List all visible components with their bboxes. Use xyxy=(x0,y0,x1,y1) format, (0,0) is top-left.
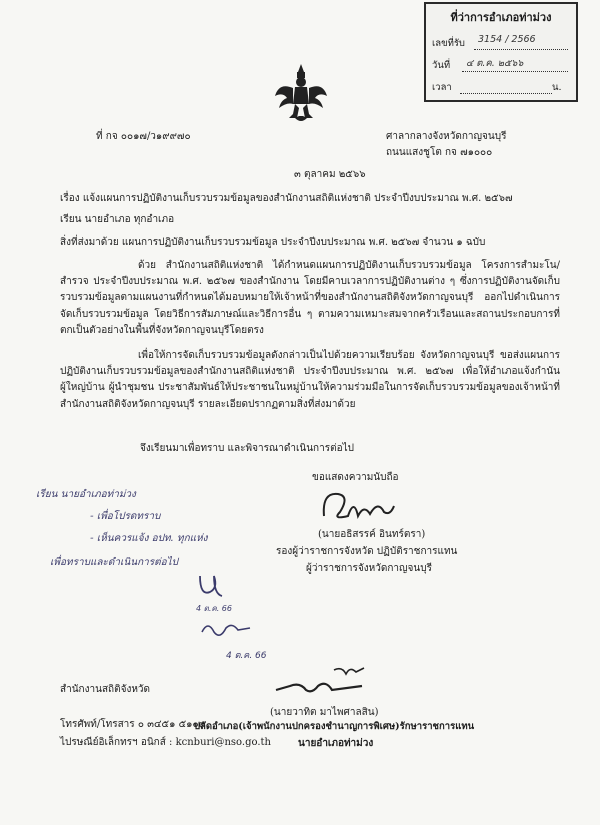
office-address-line2: ถนนแสงชูโต กจ ๗๑๐๐๐ xyxy=(386,147,493,158)
stamp-received-no-value: 3154 / 2566 xyxy=(478,34,536,45)
district-officer-position-line1: ปลัดอำเภอ(เจ้าพนักงานปกครองชำนาญการพิเศษ)รักษาราชการแทน xyxy=(194,721,475,732)
signer-position-line1: รองผู้ว่าราชการจังหวัด ปฏิบัติราชการแทน xyxy=(276,546,458,557)
handwritten-date-2: 4 ต.ค. 66 xyxy=(226,651,267,661)
stamp-date-value: ๔ ต.ค. ๒๕๖๖ xyxy=(466,58,524,69)
signer-position-line2: ผู้ว่าราชการจังหวัดกาญจนบุรี xyxy=(306,563,432,574)
stamp-divider xyxy=(460,93,552,94)
signature-respect: ขอแสดงความนับถือ xyxy=(312,472,399,483)
signature-mark xyxy=(318,486,398,526)
footer-office: สำนักงานสถิติจังหวัด xyxy=(60,684,151,695)
footer-phone: โทรศัพท์/โทรสาร ๐ ๓๔๕๑ ๕๑๐๙ xyxy=(60,719,206,730)
footer-email: ไปรษณีย์อิเล็กทรฯ อนิกส์ : kcnburi@nso.go.th xyxy=(60,737,271,748)
enclosure-line: สิ่งที่ส่งมาด้วย แผนการปฏิบัติงานเก็บรวบรวมข้อมูล ประจำปีงบประมาณ พ.ศ. ๒๕๖๗ จำนวน ๑ ฉบับ xyxy=(60,237,486,248)
signer-name: (นายอธิสรรค์ อินทร์ตรา) xyxy=(318,529,426,540)
district-officer-position-line2: นายอำเภอท่าม่วง xyxy=(298,738,374,749)
office-address-line1: ศาลากลางจังหวัดกาญจนบุรี xyxy=(386,131,507,142)
stamp-divider xyxy=(474,49,568,50)
subject-line: เรื่อง แจ้งแผนการปฏิบัติงานเก็บรวบรวมข้อมูลของสำนักงานสถิติแห่งชาติ ประจำปีงบประมาณ พ.ศ. ๒๕๖๗ xyxy=(60,193,513,204)
recipient-line: เรียน นายอำเภอ ทุกอำเภอ xyxy=(60,214,175,225)
body-paragraph-1: ด้วย สำนักงานสถิติแห่งชาติ ได้กำหนดแผนการปฏิบัติงานเก็บรวบรวมข้อมูล โครงการสำมะโน/สำรวจ ประจำปีงบประมาณ พ.ศ. ๒๕๖๗ ของสำนักงาน โดยมีคาบเวลาการปฏิบัติงานต่าง ๆ ซึ่งการปฏิบัติงานจัดเก็บรวบรวมข้อมูลตามแผนงานที่กำหนดได้มอบหมายให้เจ้าหน้าที่ของสำนักงานสถิติจังหวัดกาญจนบุรี ออกไปดำเนินการจัดเก็บรวบรวมข้อมูล โดยวิธีการสัมภาษณ์และวิธีการอื่น ๆ ตามความเหมาะสมจากครัวเรือนและสถานประกอบการที่ตกเป็นตัวอย่างในพื้นที่จังหวัดกาญจนบุรีโดยตรง xyxy=(60,260,560,336)
garuda-emblem xyxy=(273,62,329,124)
handwritten-initial-mark xyxy=(196,572,226,600)
handwritten-note-line4: เพื่อทราบและดำเนินการต่อไป xyxy=(50,557,179,568)
letter-date: ๓ ตุลาคม ๒๕๖๖ xyxy=(294,169,366,180)
received-stamp xyxy=(424,2,578,102)
district-signature-mark xyxy=(272,664,372,700)
stamp-date-label: วันที่ xyxy=(432,60,451,71)
stamp-received-no-label: เลขที่รับ xyxy=(432,38,465,49)
body-paragraph-2: เพื่อให้การจัดเก็บรวบรวมข้อมูลดังกล่าวเป็นไปด้วยความเรียบร้อย จังหวัดกาญจนบุรี ขอส่งแผนการปฏิบัติงานเก็บรวบรวมข้อมูลของสำนักงานสถิติแห่งชาติ ประจำปีงบประมาณ พ.ศ. ๒๕๖๗ เพื่อให้อำเภอแจ้งกำนัน ผู้ใหญ่บ้าน ผู้นำชุมชน ประชาสัมพันธ์ให้ประชาชนในหมู่บ้านให้ความร่วมมือในการจัดเก็บรวบรวมข้อมูลของเจ้าหน้าที่สำนักงานสถิติจังหวัดกาญจนบุรี รายละเอียดปรากฏตามสิ่งที่ส่งมาด้วย xyxy=(60,350,560,410)
handwritten-note-line1: เรียน นายอำเภอท่าม่วง xyxy=(36,489,136,500)
handwritten-note-line2: - เพื่อโปรดทราบ xyxy=(90,511,161,522)
stamp-time-suffix: น. xyxy=(552,82,562,93)
stamp-title: ที่ว่าการอำเภอท่าม่วง xyxy=(450,11,552,24)
stamp-divider xyxy=(462,71,568,72)
closing-line: จึงเรียนมาเพื่อทราบ และพิจารณาดำเนินการต่อไป xyxy=(140,443,354,454)
reference-number: ที่ กจ ๐๐๑๗/ว๑๙๙๗๐ xyxy=(96,131,191,142)
stamp-time-label: เวลา xyxy=(432,82,452,93)
handwritten-scribble xyxy=(200,618,252,640)
handwritten-note-line3: - เห็นควรแจ้ง อปท. ทุกแห่ง xyxy=(90,533,208,544)
handwritten-date-1: 4 ต.ค. 66 xyxy=(196,604,232,613)
district-officer-name: (นายวาทิต มาไพศาลสิน) xyxy=(270,707,379,718)
